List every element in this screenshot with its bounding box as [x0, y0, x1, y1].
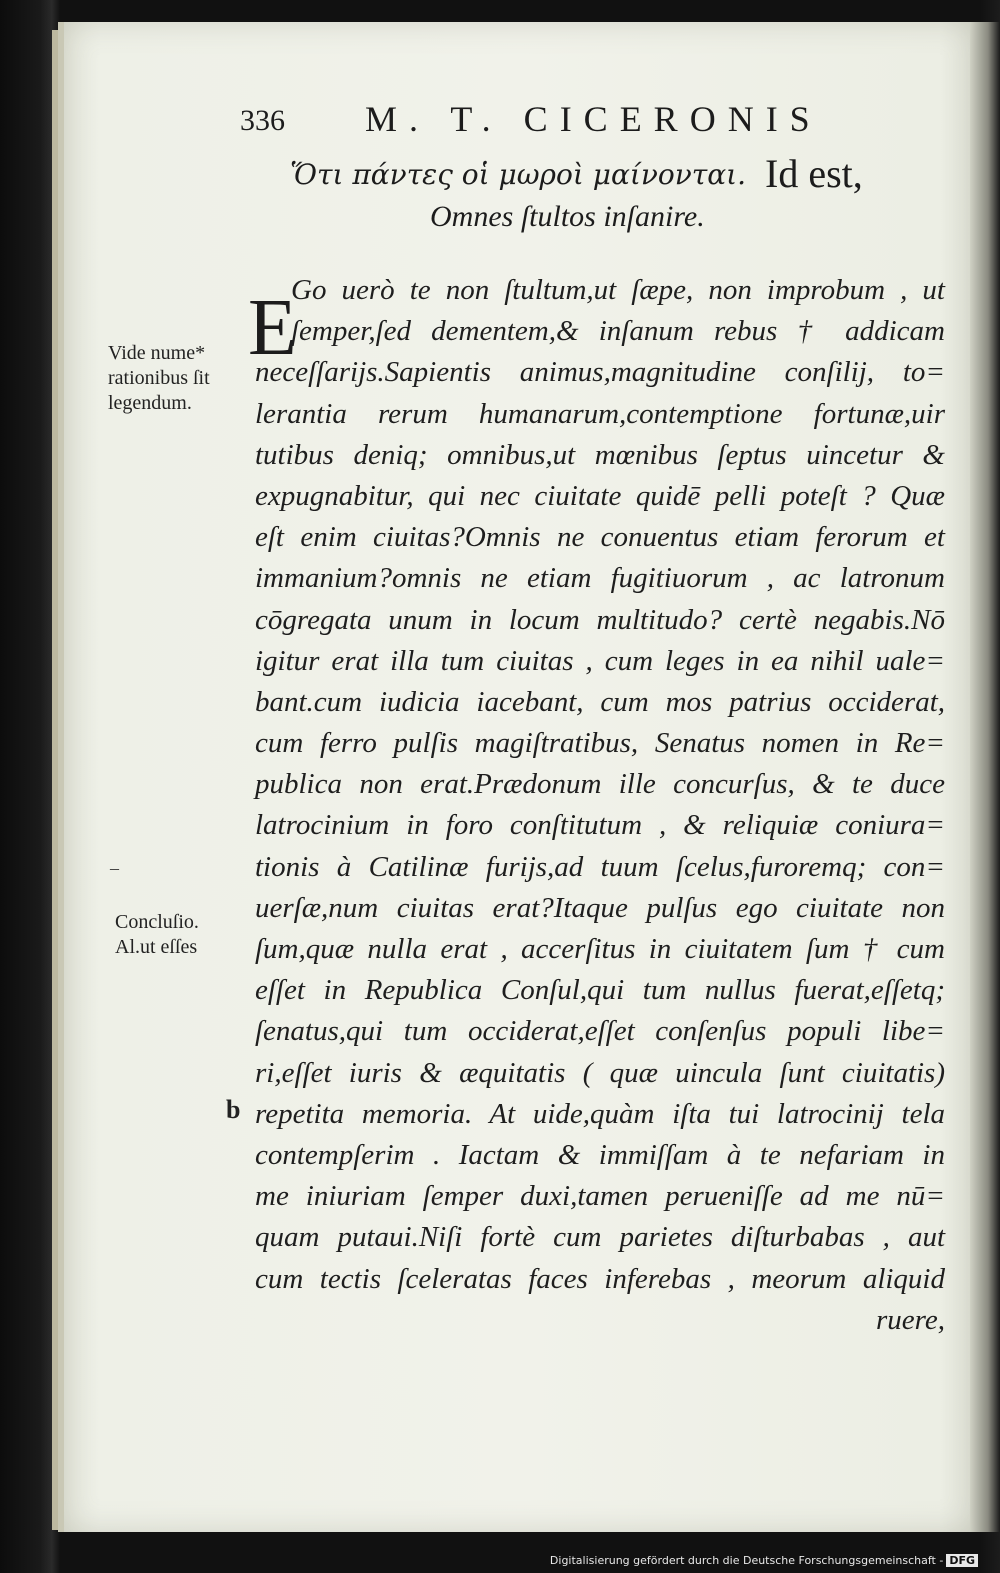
body-line: Go uerò te non ſtultum,ut ſæpe, non improbum , ut — [291, 274, 945, 306]
margin-note-line: Al.ut eſſes — [115, 936, 198, 958]
body-line: bant.cum iudicia iacebant, cum mos patrius occiderat, — [255, 685, 945, 718]
body-line: publica non erat.Prædonum ille concurſus, & te duce — [255, 768, 945, 801]
footer-text: Digitalisierung gefördert durch die Deutsche Forschungsgemeinschaft - — [549, 1554, 944, 1567]
greek-heading: Ὅτι πάντες οἱ μωροὶ μαίνονται. — [290, 158, 747, 191]
body-line: cōgregata unum in locum multitudo? certè negabis.Nō — [255, 603, 945, 636]
margin-note-conclusio — [115, 910, 199, 960]
body-line: ſum,quæ nulla erat , accerſitus in ciuitatem ſum † cum — [255, 933, 945, 965]
body-text — [255, 270, 945, 1341]
margin-note-line: legendum. — [108, 392, 192, 414]
body-line: igitur erat illa tum ciuitas , cum leges in ea nihil uale= — [255, 644, 945, 677]
body-line: neceſſarijs.Sapientis animus,magnitudine conſilij, to= — [255, 356, 945, 389]
body-line: uerſæ,num ciuitas erat?Itaque pulſus ego ciuitate non — [255, 891, 945, 924]
margin-note-line: rationibus ſit — [108, 367, 210, 389]
body-line: me iniuriam ſemper duxi,tamen perueniſſe ad me nū= — [255, 1180, 945, 1213]
latin-subtitle: Omnes ſtultos inſanire. — [430, 200, 705, 233]
body-line: contempſerim . Iactam & immiſſam à te nefariam in — [255, 1138, 945, 1171]
page-number: 336 — [240, 104, 285, 137]
margin-note-line: Concluſio. — [115, 911, 199, 933]
body-line: lerantia rerum humanarum,contemptione fortunæ,uir — [255, 397, 945, 430]
body-line: latrocinium in foro conſtitutum , & reliquiæ coniura= — [255, 809, 945, 842]
body-line: eſt enim ciuitas?Omnis ne conuentus etiam ferorum et — [255, 521, 945, 554]
page-edge-right — [970, 22, 1000, 1532]
margin-note-vide — [108, 341, 210, 416]
running-header — [240, 98, 840, 148]
dfg-logo: DFG — [946, 1554, 978, 1567]
body-line: cum tectis ſceleratas faces inferebas , meorum aliquid — [255, 1262, 945, 1295]
idest-heading: Id est, — [765, 151, 863, 196]
body-line: quam putaui.Niſi fortè cum parietes diſturbabas , aut — [255, 1221, 945, 1254]
body-line: ſemper,ſed dementem,& inſanum rebus † addicam — [291, 315, 945, 348]
digitization-footer — [550, 1554, 978, 1567]
body-line: cum ferro pulſis magiſtratibus, Senatus nomen in Re= — [255, 727, 945, 760]
body-line: tionis à Catilinæ furijs,ad tuum ſcelus,furoremq; con= — [255, 850, 945, 883]
catchword: ruere, — [876, 1303, 945, 1336]
body-line: expugnabitur, qui nec ciuitate quidē pelli poteſt ? Quæ — [255, 479, 945, 512]
body-line: eſſet in Republica Conſul,qui tum nullus fuerat,eſſetq; — [255, 974, 945, 1007]
drop-cap: E — [248, 284, 297, 372]
body-line: tutibus deniq; omnibus,ut mœnibus ſeptus uincetur & — [255, 438, 945, 471]
margin-mark: – — [110, 858, 119, 878]
running-title: M. T. CICERONIS — [365, 99, 822, 139]
margin-note-line: Vide nume* — [108, 342, 206, 364]
body-line: ri,eſſet iuris & æquitatis ( quæ uincula ſunt ciuitatis) — [255, 1056, 945, 1089]
margin-letter-b: b — [226, 1095, 241, 1124]
body-line: ſenatus,qui tum occiderat,eſſet conſenſus populi libe= — [255, 1015, 945, 1048]
body-line: immanium?omnis ne etiam fugitiuorum , ac latronum — [255, 562, 945, 595]
body-line: repetita memoria. At uide,quàm iſta tui latrocinij tela — [255, 1097, 945, 1130]
